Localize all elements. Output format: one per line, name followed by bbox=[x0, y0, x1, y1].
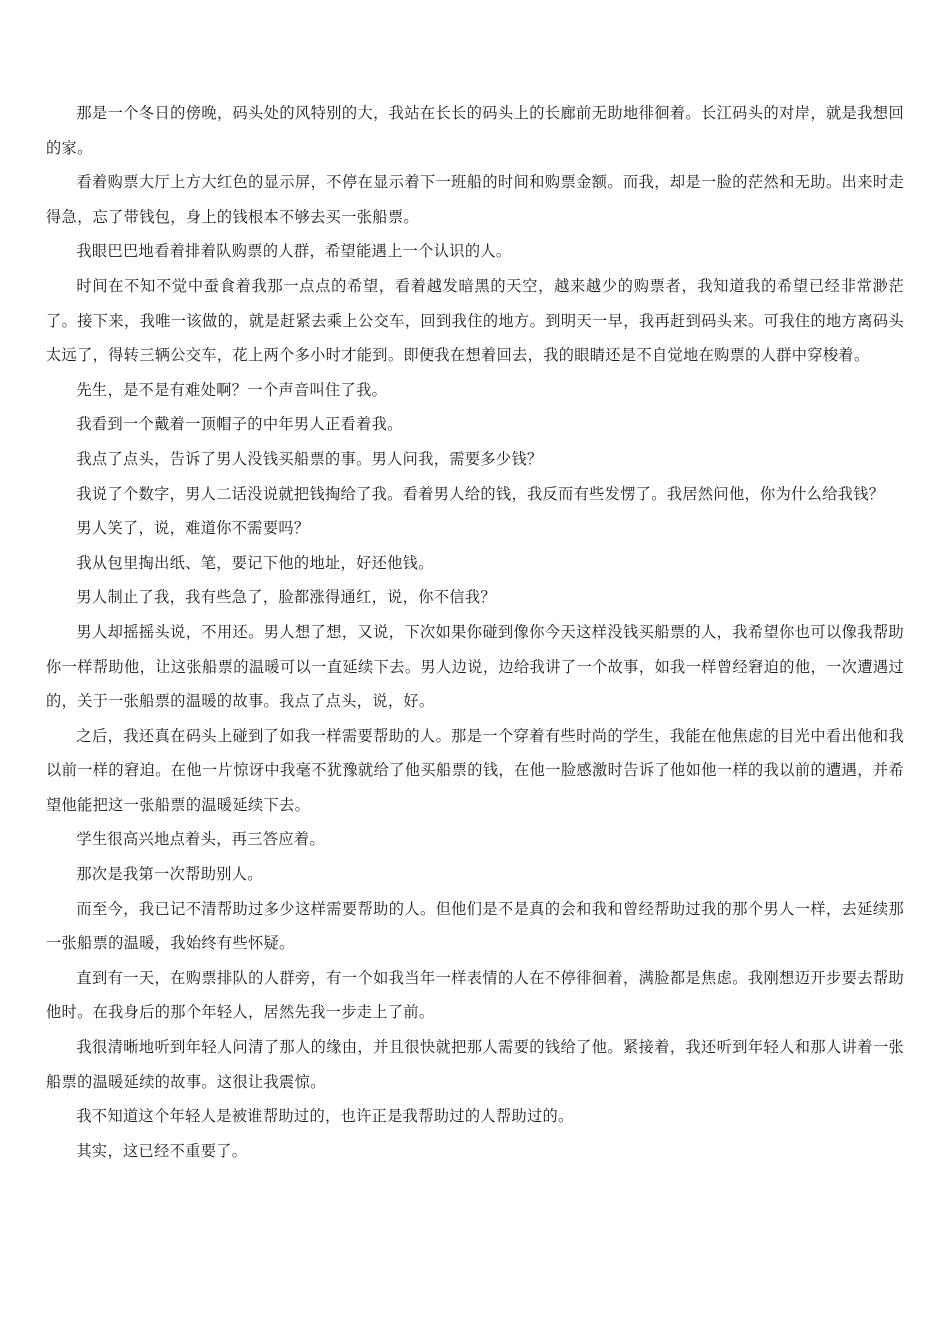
paragraph-14: 学生很高兴地点着头，再三答应着。 bbox=[76, 830, 325, 849]
paragraph-12: 男人却摇摇头说，不用还。男人想了想，又说，下次如果你碰到像你今天这样没钱买船票的人，我希望你也可以像我帮助你一样帮助他，让这张船票的温暖可以一直延续下去。男人边说，边给我讲了一个故事，如我一样曾经窘迫的他，一次遭遇过的，关于一张船票的温暖的故事。我点了点头，说，好。 bbox=[46, 622, 904, 711]
paragraph-3: 我眼巴巴地看着排着队购票的人群，希望能遇上一个认识的人。 bbox=[76, 242, 512, 261]
paragraph-15: 那次是我第一次帮助别人。 bbox=[76, 865, 263, 884]
paragraph-11: 男人制止了我，我有些急了，脸都涨得通红，说，你不信我？ bbox=[76, 588, 496, 607]
paragraph-6: 我看到一个戴着一顶帽子的中年男人正看着我。 bbox=[76, 415, 403, 434]
paragraph-18: 我很清晰地听到年轻人问清了那人的缘由，并且很快就把那人需要的钱给了他。紧接着，我还听到年轻人和那人讲着一张船票的温暖延续的故事。这很让我震惊。 bbox=[46, 1038, 904, 1091]
paragraph-8: 我说了个数字，男人二话没说就把钱掏给了我。看着男人给的钱，我反而有些发愣了。我居然问他，你为什么给我钱？ bbox=[76, 484, 885, 503]
paragraph-2: 看着购票大厅上方大红色的显示屏，不停在显示着下一班船的时间和购票金额。而我，却是一脸的茫然和无助。出来时走得急，忘了带钱包，身上的钱根本不够去买一张船票。 bbox=[46, 173, 904, 226]
paragraph-1: 那是一个冬日的傍晚，码头处的风特别的大，我站在长长的码头上的长廊前无助地徘徊着。长江码头的对岸，就是我想回的家。 bbox=[46, 104, 904, 157]
paragraph-17: 直到有一天，在购票排队的人群旁，有一个如我当年一样表情的人在不停徘徊着，满脸都是焦虑。我刚想迈开步要去帮助他时。在我身后的那个年轻人，居然先我一步走上了前。 bbox=[46, 968, 904, 1022]
paragraph-19: 我不知道这个年轻人是被谁帮助过的，也许正是我帮助过的人帮助过的。 bbox=[76, 1107, 574, 1126]
paragraph-16: 而至今，我已记不清帮助过多少这样需要帮助的人。但他们是不是真的会和我和曾经帮助过我的那个男人一样，去延续那一张船票的温暖，我始终有些怀疑。 bbox=[46, 899, 904, 953]
paragraph-10: 我从包里掏出纸、笔，要记下他的地址，好还他钱。 bbox=[76, 553, 434, 572]
paragraph-13: 之后，我还真在码头上碰到了如我一样需要帮助的人。那是一个穿着有些时尚的学生，我能在他焦虑的目光中看出他和我以前一样的窘迫。在他一片惊讶中我毫不犹豫就给了他买船票的钱，在他一脸感激时告诉了他如他一样的我以前的遭遇，并希望他能把这一张船票的温暖延续下去。 bbox=[46, 726, 904, 814]
document-page bbox=[46, 96, 904, 1168]
paragraph-5: 先生，是不是有难处啊？一个声音叫住了我。 bbox=[76, 380, 388, 399]
paragraph-7: 我点了点头，告诉了男人没钱买船票的事。男人问我，需要多少钱？ bbox=[76, 449, 543, 468]
paragraph-4: 时间在不知不觉中蚕食着我那一点点的希望，看着越发暗黑的天空，越来越少的购票者，我知道我的希望已经非常渺茫了。接下来，我唯一该做的，就是赶紧去乘上公交车，回到我住的地方。到明天一早，我再赶到码头来。可我住的地方离码头太远了，得转三辆公交车，花上两个多小时才能到。即便我在想着回去，我的眼睛还是不自觉地在购票的人群中穿梭着。 bbox=[46, 276, 904, 365]
paragraph-20: 其实，这已经不重要了。 bbox=[76, 1141, 248, 1160]
paragraph-9: 男人笑了，说，难道你不需要吗？ bbox=[76, 519, 310, 538]
